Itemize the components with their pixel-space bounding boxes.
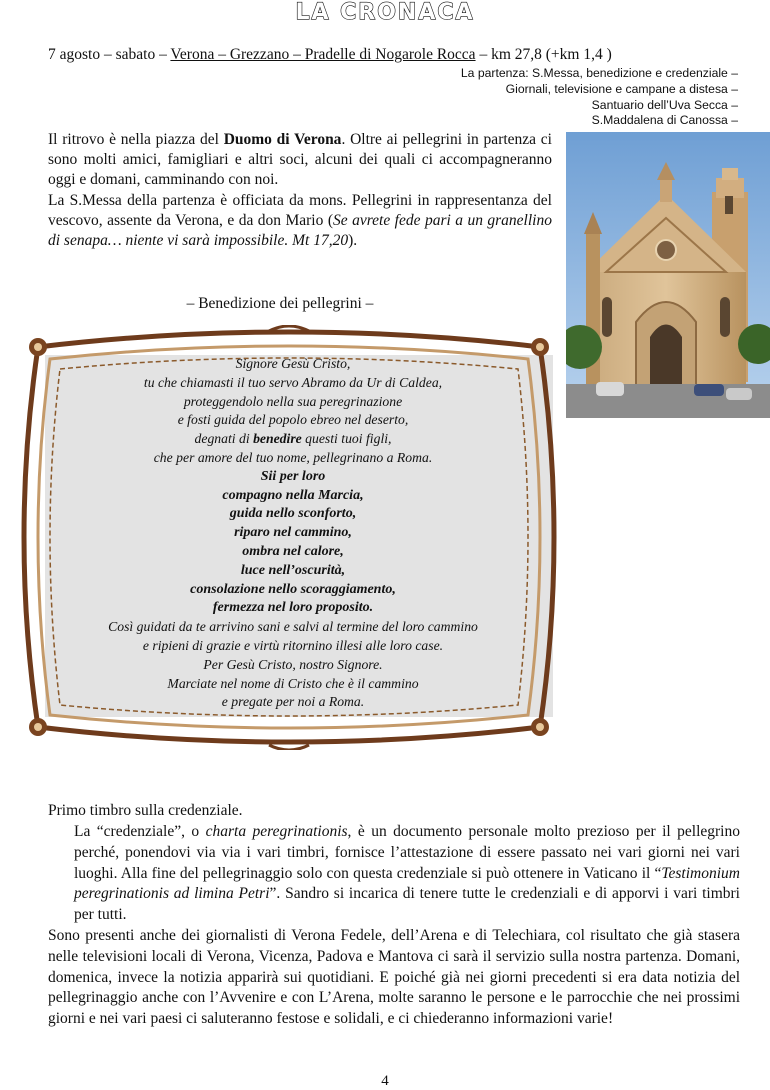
intro-paragraph: La S.Messa della partenza è officiata da mons. Pellegrini in rappresentanza del vescovo, assente da Verona, e da don Mario (Se avrete fede pari a un granellino di senapa… niente vi sarà impossibile. Mt 17,20). [48, 191, 552, 250]
prayer-line-bold: compagno nella Marcia, [222, 487, 364, 503]
stage-item: S.Maddalena di Canossa – [591, 113, 738, 128]
route-line: 7 agosto – sabato – Verona – Grezzano – Pradelle di Nogarole Rocca – km 27,8 (+km 1,4 ) [48, 46, 612, 63]
prayer-line: proteggendolo nella sua peregrinazione [183, 393, 403, 409]
prayer-line-bold: riparo nel cammino, [234, 525, 352, 541]
press-paragraph: Sono presenti anche dei giornalisti di Verona Fedele, dell’Arena e di Telechiara, col risultato che già stasera nelle televisioni locali di Verona, Vicenza, Padova e Mantova ci sarà il servizio sulla nostra partenza. Domani, domenica, invece la notizia apparirà sui quotidiani. E poiché già nei giorni precedenti si era data notizia del pellegrinaggio anche con l’Avvenire e con L’Arena, molte saranno le persone e le parrocchie che nei prossimi giorni e nei vari paesi ci saluteranno festose e solidali, e ci chiederanno informazioni varie! [48, 927, 740, 1028]
stage-item: Giornali, televisione e campane a distesa – [505, 81, 738, 96]
prayer-line-bold: luce nell’oscurità, [240, 562, 346, 578]
prayer-line: Per Gesù Cristo, nostro Signore. [203, 656, 383, 672]
prayer-line: e pregate per noi a Roma. [221, 694, 365, 710]
prayer-line: Signore Gesù Cristo, [235, 356, 351, 371]
itinerary: Verona – Grezzano – Pradelle di Nogarole Rocca [170, 46, 476, 63]
prayer-line: e ripieni di grazie e virtù ritornino illesi alle loro case. [142, 637, 444, 653]
prayer-line: che per amore del tuo nome, pellegrinano a Roma. [153, 449, 433, 465]
page-number: 4 [381, 1073, 389, 1089]
prayer-line: e fosti guida del popolo ebreo nel deserto, [177, 412, 409, 428]
stage-list [461, 66, 738, 129]
prayer-line-bold: consolazione nello scoraggiamento, [190, 581, 396, 597]
credential-paragraph: La “credenziale”, o charta peregrinationis, è un documento personale molto prezioso per il pellegrino perché, ponendovi via via i vari timbri, fornisce l’attestazione di essere passato nei vari giorni nei vari luoghi. Alla fine del pellegrinaggio solo con questa credenziale si può ottenere in Vaticano il “Testimonium peregrinationis ad limina Petri”. Sandro si incarica di tenere tutte le credenziali e di apporvi i vari timbri per tutti. [74, 823, 740, 924]
prayer-line-bold: fermezza nel loro proposito. [212, 600, 374, 616]
stamp-heading: Primo timbro sulla credenziale. [48, 802, 243, 819]
prayer-line-bold: ombra nel calore, [242, 543, 344, 559]
prayer-line-bold: guida nello sconforto, [229, 506, 357, 522]
prayer-line-bold: Sii per loro [260, 468, 326, 484]
blessing-prayer [45, 355, 541, 712]
prayer-line: degnati di benedire questi tuoi figli, [194, 431, 392, 447]
stage-item: Santuario dell’Uva Secca – [591, 97, 738, 112]
prayer-line: Così guidati da te arrivino sani e salvi al termine del loro cammino [108, 619, 478, 635]
stage-item: La partenza: S.Messa, benedizione e credenziale – [460, 66, 738, 80]
blessing-title: – Benedizione dei pellegrini – [186, 295, 374, 312]
prayer-line: Marciate nel nome di Cristo che è il cammino [167, 675, 419, 691]
intro-paragraph: Il ritrovo è nella piazza del Duomo di Verona. Oltre ai pellegrini in partenza ci sono molti amici, famigliari e altri soci, alcuni dei quali ci accompagneranno oggi e domani, camminando con noi. [48, 131, 552, 189]
page-title: LA CRONACA [295, 0, 475, 25]
cathedral-photo [566, 132, 770, 418]
prayer-line: tu che chiamasti il tuo servo Abramo da Ur di Caldea, [143, 374, 443, 390]
intro-text [48, 130, 552, 251]
